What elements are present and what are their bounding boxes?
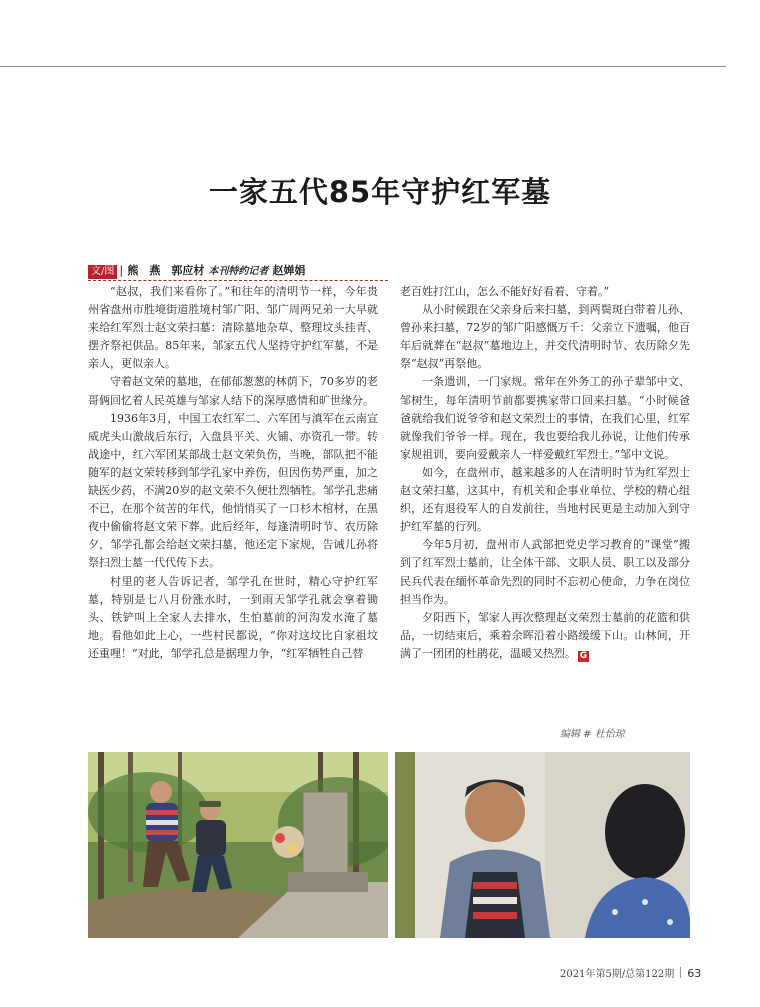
- paragraph: 村里的老人告诉记者，邹学孔在世时，精心守护红军墓，特别是七八月份涨水时，一到雨天邹学孔就会拿着锄头、铁铲叫上全家人去排水，生怕墓前的河沟发水淹了墓地。看他如此上心，一些村民都说，“你对这坟比自家祖坟还重哩！”对此，邹学孔总是据理力争，“红军牺牲自己替: [88, 574, 378, 660]
- page-number: 63: [687, 967, 702, 980]
- byline-tag: 文/图: [88, 265, 117, 279]
- photo-right-illustration: [395, 752, 690, 938]
- byline-authors: 熊 燕 郭应材: [127, 264, 205, 277]
- paragraph: 如今，在盘州市，越来越多的人在清明时节为红军烈士赵文荣扫墓，这其中，有机关和企事业单位、学校的精心组织，还有退役军人的自发前往，当地村民更是主动加入到守护红军墓的行列。: [400, 465, 690, 534]
- top-rule: [0, 66, 726, 67]
- paragraph: 老百姓打江山，怎么不能好好看着、守着。”: [400, 285, 610, 298]
- byline-role: 本刊特约记者: [208, 266, 269, 277]
- paragraph: “赵叔，我们来看你了。”和往年的清明节一样，今年贵州省盘州市胜境街道胜境村邹广阳、邹广周两兄弟一大早就来给红军烈士赵文荣扫墓：清除墓地杂草、整理坟头挂青、摆齐祭祀供品。85年来，邹家五代人坚持守护红军墓，不是亲人，更似亲人。: [88, 285, 378, 371]
- photo-two-elders-at-tomb: [88, 752, 388, 938]
- byline: [88, 262, 388, 279]
- footer-divider: [680, 967, 681, 978]
- paragraph: 守着赵文荣的墓地，在郁郁葱葱的林荫下，70多岁的老哥俩回忆着人民英雄与邹家人结下的深厚感情和旷世缘分。: [88, 375, 378, 407]
- page-footer: [560, 965, 710, 980]
- left-column: [88, 283, 378, 663]
- paragraph: 一条遗训，一门家规。常年在外务工的孙子辈邹中文、邹树生，每年清明节前都要携家带口回来扫墓。“小时候爸爸就给我们说爷爷和赵文荣烈士的事情，在我们心里，红军就像我们爷爷一样。现在，我也要给我儿孙说，让他们传承家规祖训，要向爱戴亲人一样爱戴红军烈士。”邹中文说。: [400, 375, 690, 461]
- byline-rule: [88, 280, 388, 281]
- byline-reporter: 赵婵娟: [272, 264, 306, 277]
- byline-bar: |: [119, 264, 124, 277]
- end-mark-icon: G: [579, 650, 588, 661]
- right-column: [400, 283, 690, 663]
- issue-info: 2021年第5期/总第122期: [560, 969, 675, 980]
- editor-credit: 编辑 # 杜怡琼: [560, 729, 625, 740]
- paragraph: 从小时候跟在父亲身后来扫墓，到两鬓斑白带着儿孙、曾孙来扫墓，72岁的邹广阳感慨万千：父亲立下遗嘱，他百年后就葬在“赵叔”墓地边上，并交代清明时节、农历除夕先祭“赵叔”再祭他。: [400, 303, 690, 371]
- photo-elder-interview: [395, 752, 690, 938]
- article-title: 一家五代85年守护红军墓: [208, 175, 552, 209]
- paragraph-last-text: 夕阳西下，邹家人再次整理赵文荣烈士墓前的花篮和供品，一切结束后，乘着余晖沿着小路缓缓下山。山林间，开满了一团团的杜鹃花，温暖又热烈。: [400, 610, 690, 660]
- paragraph-last: [400, 609, 690, 663]
- paragraph: 今年5月初，盘州市人武部把党史学习教育的“课堂”搬到了红军烈士墓前，让全体干部、文职人员、职工以及部分民兵代表在缅怀革命先烈的同时不忘初心使命，力争在岗位担当作为。: [400, 538, 690, 606]
- paragraph: 1936年3月，中国工农红军二、六军团与滇军在云南宣威虎头山激战后东行，入盘县平关、火铺、亦资孔一带。转战途中，红六军团某部战士赵文荣负伤，当晚，部队把不能随军的赵文荣转移到邹学孔家中养伤，但因伤势严重，加之缺医少药，不满20岁的赵文荣不久便壮烈牺牲。邹学孔悲痛不已，在那个贫苦的年代，他悄悄买了一口杉木棺材，在黑夜中偷偷将赵文荣下葬。此后经年，每逢清明时节、农历除夕，邹学孔都会给赵文荣扫墓，他还定下家规，告诫儿孙将祭扫烈士墓一代代传下去。: [88, 411, 378, 570]
- photo-left-illustration: [88, 752, 388, 938]
